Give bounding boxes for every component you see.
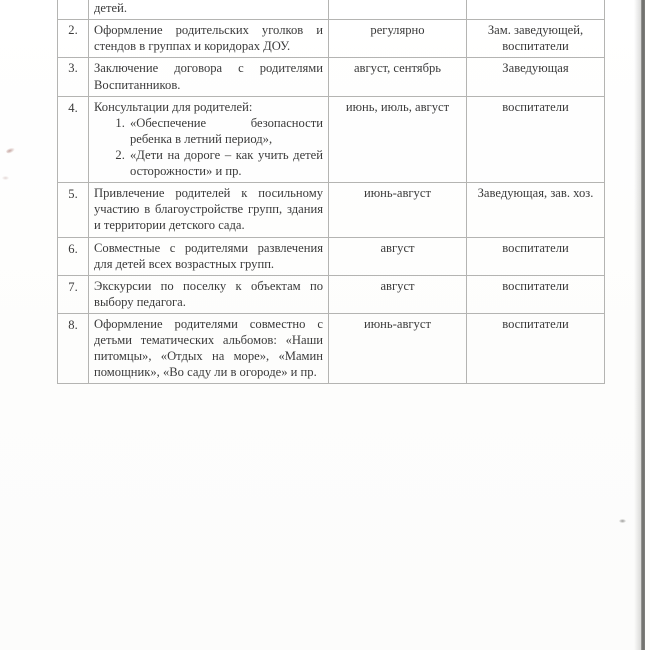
row-activity: Оформление родительских уголков и стендов в группах и коридорах ДОУ. <box>89 20 329 58</box>
row-responsible <box>467 20 605 58</box>
row-time-line: июль, август <box>380 99 450 114</box>
table-row <box>58 96 605 183</box>
parents-work-plan-table <box>57 0 605 384</box>
scan-edge-right <box>641 0 645 650</box>
row-responsible-line: Зам. заведующей, <box>487 23 584 38</box>
row-number: 6. <box>58 237 89 275</box>
table-row <box>58 183 605 237</box>
row-activity: Заключение договора с родителями Воспитанников. <box>89 58 329 96</box>
row-number: 8. <box>58 313 89 383</box>
row-responsible: Заведующая <box>467 58 605 96</box>
row-time: июнь-август <box>329 313 467 383</box>
row-time: август <box>329 237 467 275</box>
row-responsible <box>467 0 605 20</box>
row-time: регулярно <box>329 20 467 58</box>
row-time-line: июнь, <box>345 99 378 114</box>
row-time <box>329 96 467 183</box>
row-activity-line: детей. <box>94 1 127 16</box>
row-activity: Экскурсии по поселку к объектам по выбору педагога. <box>89 275 329 313</box>
row-time: август, сентябрь <box>329 58 467 96</box>
row-responsible: воспитатели <box>467 96 605 183</box>
row-responsible: воспитатели <box>467 237 605 275</box>
row-time: июнь-август <box>329 183 467 237</box>
table-row <box>58 275 605 313</box>
row-activity: Привлечение родителей к посильному участию в благоустройстве групп, здания и территории детского сада. <box>89 183 329 237</box>
row-responsible-line: зав. хоз. <box>550 186 594 201</box>
list-item: 2. «Дети на дороге – как учить детей осторожности» и пр. <box>128 147 323 179</box>
row-time <box>329 0 467 20</box>
row-activity-lead: Консультации для родителей: <box>94 99 253 114</box>
row-responsible-line: воспитатели <box>502 39 569 54</box>
table-row <box>58 0 605 20</box>
row-number: 5. <box>58 183 89 237</box>
list-item: 1. «Обеспечение безопасности ребенка в летний период», <box>128 115 323 147</box>
row-responsible-line: Заведующая, <box>477 186 548 201</box>
row-number <box>58 0 89 20</box>
row-number: 2. <box>58 20 89 58</box>
row-activity: Оформление родителями совместно с детьми тематических альбомов: «Наши питомцы», «Отдых на море», «Мамин помощник», «Во саду ли в огороде» и пр. <box>89 313 329 383</box>
table-row <box>58 20 605 58</box>
row-responsible: воспитатели <box>467 313 605 383</box>
row-number: 4. <box>58 96 89 183</box>
row-time: август <box>329 275 467 313</box>
row-number: 3. <box>58 58 89 96</box>
table-row <box>58 237 605 275</box>
table-row <box>58 313 605 383</box>
row-responsible: воспитатели <box>467 275 605 313</box>
table-row <box>58 58 605 96</box>
row-number: 7. <box>58 275 89 313</box>
row-activity-sublist <box>114 115 323 179</box>
row-activity <box>89 0 329 20</box>
row-activity: Совместные с родителями развлечения для детей всех возрастных групп. <box>89 237 329 275</box>
row-responsible <box>467 183 605 237</box>
row-activity <box>89 96 329 183</box>
